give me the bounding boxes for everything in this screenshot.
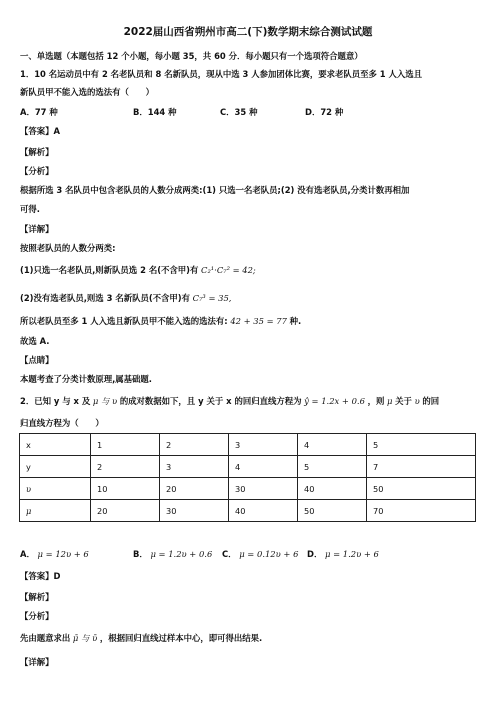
q1-detail-line3-formula: C₇³ = 35, [192,293,232,303]
q2-stem-equation: ŷ = 1.2x + 0.6 [304,396,365,406]
q2-jiexi-tag: 【解析】 [20,592,54,602]
table-row [20,478,476,500]
q2-stem-part-f: 关于 [395,396,412,406]
q1-xiangjie-tag: 【详解】 [20,224,54,234]
q1-fenxi-tag: 【分析】 [20,166,54,176]
q1-detail-line4 [20,315,301,327]
q2-answer: 【答案】D [20,571,61,581]
table-cell: 7 [367,456,476,478]
q1-detail-line6: 本题考查了分类计数原理,属基础题. [20,374,152,384]
table-cell: 3 [229,434,298,456]
table-cell: 3 [160,456,229,478]
q2-option-a-equation: μ = 12υ + 6 [37,549,89,559]
q1-stem-line1: 1．10 名运动员中有 2 名老队员和 8 名新队员，现从中选 3 人参加团体比赛，要求老队员至多 1 人入选且 [20,69,423,79]
table-cell: 30 [229,478,298,500]
q1-answer: 【答案】A [20,126,60,136]
table-cell: 50 [367,478,476,500]
table-cell: y [20,456,91,478]
q1-option-c: C．35 种 [220,107,258,117]
q1-option-a: A．77 种 [20,107,58,117]
q1-option-d: D．72 种 [305,107,344,117]
q2-stem-part-e: μ [387,396,393,406]
q2-analysis-line [20,632,262,644]
table-cell: 1 [91,434,160,456]
q2-stem-part-d: ，则 [367,396,385,406]
table-cell: 5 [298,456,367,478]
q2-stem-part-b: μ 与 υ [92,396,118,406]
table-cell: 2 [91,456,160,478]
table-cell: 40 [298,478,367,500]
q2-analysis-part-b: μ̄ 与 ῡ [72,633,98,643]
table-cell: 4 [229,456,298,478]
table-cell: 20 [91,500,160,522]
table-cell: 10 [91,478,160,500]
q1-option-b: B．144 种 [133,107,177,117]
table-row [20,434,476,456]
q2-option-c [222,548,298,560]
q2-data-table [19,433,476,522]
q2-stem-line2: 归直线方程为（ ） [20,418,104,428]
table-cell: 4 [298,434,367,456]
q2-stem-part-h: 的回 [422,396,440,406]
q2-analysis-part-a: 先由题意求出 [20,633,71,643]
q1-analysis-line2: 可得. [20,204,40,214]
q1-detail-line1: 按照老队员的人数分两类: [20,243,116,253]
q2-stem-part-c: 的成对数据如下，且 y 关于 x 的回归直线方程为 [119,396,302,406]
table-cell: x [20,434,91,456]
table-cell: υ [20,478,91,500]
q1-detail-line3-text: (2)没有选老队员,则选 3 名新队员(不含甲)有 [20,293,190,303]
q2-option-c-equation: μ = 0.12υ + 6 [239,549,299,559]
q2-stem-part-a: 2．已知 y 与 x 及 [20,396,91,406]
table-cell: 70 [367,500,476,522]
q2-option-a [20,548,89,560]
table-cell: 20 [160,478,229,500]
q2-option-d [307,548,379,560]
q1-analysis-line1: 根据所选 3 名队员中包含老队员的人数分成两类:(1) 只选一名老队员;(2) 没有选老队员,分类计数再相加 [20,185,410,195]
q2-option-b [133,548,212,560]
table-cell: 30 [160,500,229,522]
q1-dianjing-tag: 【点睛】 [20,355,54,365]
page-title: 2022届山西省朔州市高二(下)数学期末综合测试试题 [123,26,373,38]
section-heading: 一、单选题（本题包括 12 个小题，每小题 35，共 60 分．每小题只有一个选项符合题意） [20,51,363,61]
q1-jiexi-tag: 【解析】 [20,147,54,157]
q2-fenxi-tag: 【分析】 [20,611,54,621]
q2-option-d-equation: μ = 1.2υ + 6 [325,549,379,559]
q1-detail-line2-formula: C₂¹·C₇² = 42; [201,265,256,275]
table-cell: 40 [229,500,298,522]
q2-option-c-label: C． [222,549,237,559]
q2-option-b-label: B． [133,549,148,559]
table-cell: μ [20,500,91,522]
q2-xiangjie-tag: 【详解】 [20,657,54,667]
q2-option-d-label: D． [307,549,323,559]
table-cell: 2 [160,434,229,456]
q1-detail-line2 [20,264,256,276]
q2-analysis-part-c: ，根据回归直线过样本中心，即可得出结果. [99,633,263,643]
q1-detail-line4-end: 种. [289,316,302,326]
q2-option-a-label: A． [20,549,35,559]
table-cell: 50 [298,500,367,522]
q1-stem-line2: 新队员甲不能入选的选法有（ ） [20,87,154,97]
q1-detail-line3 [20,292,231,304]
q1-detail-line5: 故选 A. [20,336,50,346]
table-row [20,500,476,522]
table-cell: 5 [367,434,476,456]
q1-detail-line2-text: (1)只选一名老队员,则新队员选 2 名(不含甲)有 [20,265,199,275]
table-row [20,456,476,478]
q2-stem-part-g: υ [414,396,420,406]
q2-option-b-equation: μ = 1.2υ + 0.6 [150,549,213,559]
q2-stem-line1 [20,395,439,407]
q1-detail-line4-text: 所以老队员至多 1 人入选且新队员甲不能入选的选法有: [20,316,228,326]
q1-detail-line4-formula: 42 + 35 = 77 [230,316,287,326]
